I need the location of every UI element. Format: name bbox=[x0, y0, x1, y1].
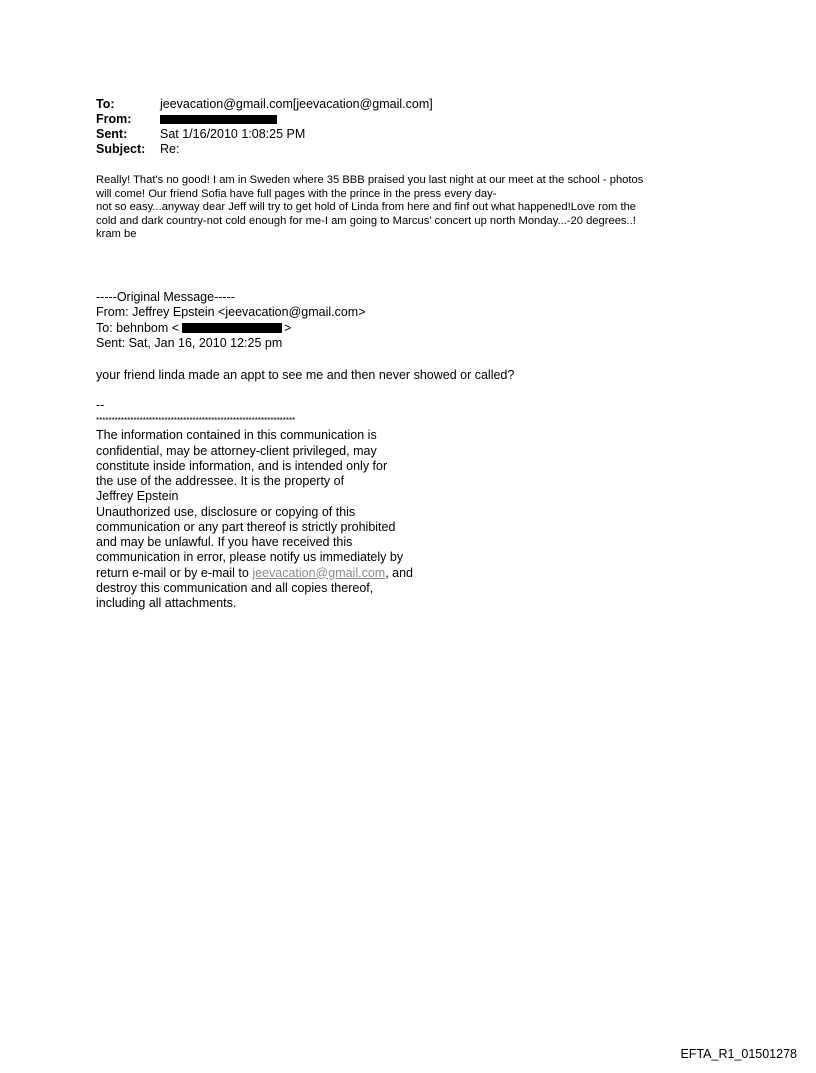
original-from-line: From: Jeffrey Epstein <jeevacation@gmail.com> bbox=[96, 305, 366, 320]
redaction-block bbox=[182, 323, 282, 333]
sent-value: Sat 1/16/2010 1:08:25 PM bbox=[160, 127, 306, 141]
return-suffix: , and bbox=[385, 565, 414, 580]
disclaimer-line: the use of the addressee. It is the property of bbox=[96, 474, 345, 488]
confidentiality-disclaimer bbox=[96, 398, 413, 611]
disclaimer-line: Jeffrey Epstein bbox=[96, 489, 179, 504]
document-id: EFTA_R1_01501278 bbox=[680, 1047, 797, 1061]
header-subject-row bbox=[96, 142, 433, 157]
original-to-suffix: > bbox=[284, 320, 292, 335]
disclaimer-line: constitute inside information, and is intended only for bbox=[96, 458, 388, 473]
original-message-text: your friend linda made an appt to see me and then never showed or called? bbox=[96, 368, 515, 382]
to-label: To: bbox=[96, 97, 115, 111]
original-to-line bbox=[96, 321, 366, 336]
disclaimer-line: destroy this communication and all copies thereof, bbox=[96, 580, 374, 595]
disclaimer-return-line bbox=[96, 566, 413, 581]
disclaimer-line: communication in error, please notify us immediately by bbox=[96, 550, 404, 565]
header-to-row bbox=[96, 97, 433, 112]
disclaimer-line: Unauthorized use, disclosure or copying of this bbox=[96, 504, 356, 519]
subject-label: Subject: bbox=[96, 142, 146, 156]
from-label: From: bbox=[96, 112, 132, 126]
email-link[interactable]: jeevacation@gmail.com bbox=[252, 565, 386, 580]
original-sent-line: Sent: Sat, Jan 16, 2010 12:25 pm bbox=[96, 335, 283, 350]
reply-body bbox=[96, 174, 736, 242]
header-sent-row bbox=[96, 127, 433, 142]
signature-dash: -- bbox=[96, 398, 105, 412]
disclaimer-line: confidential, may be attorney-client privileged, may bbox=[96, 443, 377, 458]
reply-line: cold and dark country-not cold enough for me-I am going to Marcus' concert up north Monday...-20 degrees..! bbox=[96, 214, 636, 227]
header-from-row bbox=[96, 112, 433, 127]
redaction-block bbox=[160, 115, 277, 124]
email-header bbox=[96, 97, 433, 157]
disclaimer-line: communication or any part thereof is strictly prohibited bbox=[96, 519, 396, 534]
disclaimer-line: and may be unlawful. If you have received this bbox=[96, 535, 353, 549]
star-divider: **************************************************************** bbox=[96, 416, 296, 426]
reply-line: not so easy...anyway dear Jeff will try to get hold of Linda from here and finf out what happened!Love rom the bbox=[96, 201, 637, 214]
reply-line: Really! That's no good! I am in Sweden where 35 BBB praised you last night at our meet at the school - photos bbox=[96, 174, 644, 186]
to-value: jeevacation@gmail.com[jeevacation@gmail.com] bbox=[160, 97, 433, 111]
return-prefix: return e-mail or by e-mail to bbox=[96, 565, 253, 580]
original-to-prefix: To: behnbom < bbox=[96, 320, 180, 335]
disclaimer-line: including all attachments. bbox=[96, 596, 237, 610]
subject-value: Re: bbox=[160, 142, 180, 156]
reply-line: will come! Our friend Sofia have full pages with the prince in the press every day- bbox=[96, 187, 497, 200]
original-message-separator: -----Original Message----- bbox=[96, 290, 235, 304]
disclaimer-line: The information contained in this communication is bbox=[96, 428, 377, 443]
reply-line: kram be bbox=[96, 228, 137, 241]
sent-label: Sent: bbox=[96, 127, 128, 141]
original-message-header bbox=[96, 290, 366, 351]
